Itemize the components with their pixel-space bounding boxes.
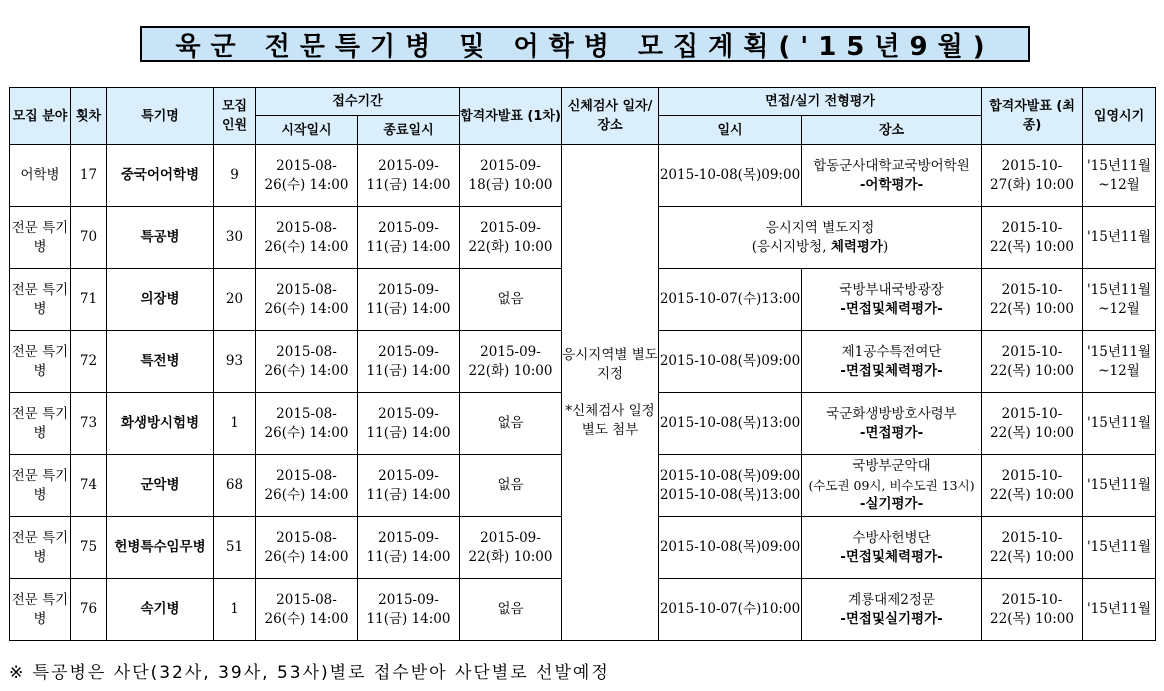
header-count: 모집 인원 — [214, 88, 256, 145]
cell-final: 2015-10-22(목) 10:00 — [982, 207, 1083, 269]
eval-type: -면접및체력평가- — [840, 548, 943, 565]
cell-end: 2015-09-11(금) 14:00 — [358, 393, 460, 455]
table-row — [10, 145, 1156, 207]
cell-final: 2015-10-22(목) 10:00 — [982, 579, 1083, 641]
eval-merged-line1: 응시지역 별도지정 — [765, 219, 875, 236]
cell-specialty: 특공병 — [107, 207, 214, 269]
header-specialty: 특기명 — [107, 88, 214, 145]
physical-exam-text: 응시지역별 별도지정 — [562, 346, 658, 382]
eval-place: 계룡대제2정문 — [848, 591, 935, 608]
cell-specialty: 속기병 — [107, 579, 214, 641]
cell-start: 2015-08-26(수) 14:00 — [256, 207, 358, 269]
cell-eval-date: 2015-10-08(목)09:00 — [659, 331, 802, 393]
cell-count: 68 — [214, 455, 256, 517]
cell-start: 2015-08-26(수) 14:00 — [256, 455, 358, 517]
cell-specialty: 의장병 — [107, 269, 214, 331]
eval-place-detail: (수도권 09시, 비수도권 13시) — [808, 478, 975, 493]
cell-eval-date: 2015-10-08(목)13:00 — [659, 393, 802, 455]
header-start: 시작일시 — [256, 116, 358, 145]
eval-date-1: 2015-10-08(목)09:00 — [659, 467, 801, 484]
cell-final: 2015-10-22(목) 10:00 — [982, 393, 1083, 455]
cell-field: 전문 특기병 — [10, 517, 71, 579]
cell-round: 74 — [71, 455, 107, 517]
cell-field: 전문 특기병 — [10, 331, 71, 393]
header-physical: 신체검사 일자/장소 — [562, 88, 659, 145]
eval-type: -면접및실기평가- — [840, 610, 943, 627]
eval-place: 제1공수특전여단 — [841, 343, 942, 360]
cell-start: 2015-08-26(수) 14:00 — [256, 393, 358, 455]
cell-eval-date — [659, 455, 802, 517]
cell-enlist: '15년11월 — [1083, 455, 1156, 517]
eval-merged-line2 — [659, 238, 981, 257]
header-result-final: 합격자발표 (최종) — [982, 88, 1083, 145]
cell-eval-place — [802, 393, 982, 455]
header-round: 횟차 — [71, 88, 107, 145]
cell-field: 전문 특기병 — [10, 207, 71, 269]
cell-enlist: '15년11월 — [1083, 207, 1156, 269]
cell-field: 전문 특기병 — [10, 269, 71, 331]
eval-merged-prefix: (응시지방청, — [751, 238, 831, 255]
eval-place: 국방부군악대 — [852, 458, 931, 474]
cell-result1: 없음 — [460, 393, 562, 455]
cell-final: 2015-10-27(화) 10:00 — [982, 145, 1083, 207]
cell-end: 2015-09-11(금) 14:00 — [358, 207, 460, 269]
cell-final: 2015-10-22(목) 10:00 — [982, 455, 1083, 517]
header-reception: 접수기간 — [256, 88, 460, 116]
eval-date-2: 2015-10-08(목)13:00 — [659, 486, 801, 503]
cell-specialty: 특전병 — [107, 331, 214, 393]
cell-enlist: '15년11월 — [1083, 579, 1156, 641]
cell-start: 2015-08-26(수) 14:00 — [256, 579, 358, 641]
cell-eval-place — [802, 331, 982, 393]
header-result1: 합격자발표 (1차) — [460, 88, 562, 145]
cell-round: 71 — [71, 269, 107, 331]
cell-start: 2015-08-26(수) 14:00 — [256, 269, 358, 331]
cell-field: 전문 특기병 — [10, 393, 71, 455]
cell-enlist: '15년11월 ~12월 — [1083, 269, 1156, 331]
eval-type: -면접및체력평가- — [840, 362, 943, 379]
header-interview: 면접/실기 전형평가 — [659, 88, 982, 116]
physical-exam-note: *신체검사 일정 별도 첨부 — [565, 402, 655, 438]
footnote: ※ 특공병은 사단(32사, 39사, 53사)별로 접수받아 사단별로 선발예정 — [9, 663, 610, 683]
cell-eval-place — [802, 269, 982, 331]
cell-specialty: 화생방시험병 — [107, 393, 214, 455]
cell-specialty: 군악병 — [107, 455, 214, 517]
cell-round: 72 — [71, 331, 107, 393]
cell-final: 2015-10-22(목) 10:00 — [982, 269, 1083, 331]
recruitment-table — [9, 87, 1156, 641]
cell-end: 2015-09-11(금) 14:00 — [358, 331, 460, 393]
eval-type: -면접및체력평가- — [840, 300, 943, 317]
cell-eval-place — [802, 455, 982, 517]
cell-eval-merged — [659, 207, 982, 269]
cell-result1: 2015-09-22(화) 10:00 — [460, 517, 562, 579]
cell-result1: 2015-09-22(화) 10:00 — [460, 331, 562, 393]
cell-end: 2015-09-11(금) 14:00 — [358, 455, 460, 517]
cell-count: 51 — [214, 517, 256, 579]
cell-final: 2015-10-22(목) 10:00 — [982, 517, 1083, 579]
cell-round: 75 — [71, 517, 107, 579]
cell-eval-place — [802, 517, 982, 579]
header-datetime: 일시 — [659, 116, 802, 145]
cell-eval-date: 2015-10-08(목)09:00 — [659, 517, 802, 579]
cell-count: 9 — [214, 145, 256, 207]
cell-eval-place — [802, 579, 982, 641]
header-end: 종료일시 — [358, 116, 460, 145]
cell-eval-date: 2015-10-07(수)13:00 — [659, 269, 802, 331]
cell-count: 30 — [214, 207, 256, 269]
cell-result1: 없음 — [460, 269, 562, 331]
cell-end: 2015-09-11(금) 14:00 — [358, 269, 460, 331]
cell-count: 1 — [214, 393, 256, 455]
cell-field: 전문 특기병 — [10, 579, 71, 641]
cell-count: 20 — [214, 269, 256, 331]
cell-end: 2015-09-11(금) 14:00 — [358, 579, 460, 641]
eval-place: 합동군사대학교국방어학원 — [813, 157, 970, 174]
cell-enlist: '15년11월 ~12월 — [1083, 145, 1156, 207]
cell-eval-place — [802, 145, 982, 207]
eval-merged-bold: 체력평가 — [830, 238, 883, 255]
header-field: 모집 분야 — [10, 88, 71, 145]
cell-enlist: '15년11월 ~12월 — [1083, 331, 1156, 393]
cell-count: 93 — [214, 331, 256, 393]
cell-specialty: 헌병특수임무병 — [107, 517, 214, 579]
cell-end: 2015-09-11(금) 14:00 — [358, 517, 460, 579]
cell-field: 어학병 — [10, 145, 71, 207]
eval-place: 수방사헌병단 — [852, 529, 931, 546]
eval-place: 국군화생방방호사령부 — [826, 405, 957, 422]
cell-physical-exam — [562, 145, 659, 641]
cell-round: 76 — [71, 579, 107, 641]
cell-round: 70 — [71, 207, 107, 269]
eval-place: 국방부내국방광장 — [839, 281, 944, 298]
cell-start: 2015-08-26(수) 14:00 — [256, 517, 358, 579]
cell-result1: 2015-09-22(화) 10:00 — [460, 207, 562, 269]
cell-eval-date: 2015-10-07(수)10:00 — [659, 579, 802, 641]
cell-final: 2015-10-22(목) 10:00 — [982, 331, 1083, 393]
header-place: 장소 — [802, 116, 982, 145]
cell-result1: 없음 — [460, 455, 562, 517]
cell-result1: 없음 — [460, 579, 562, 641]
cell-round: 17 — [71, 145, 107, 207]
eval-type: -면접평가- — [859, 424, 924, 441]
cell-enlist: '15년11월 — [1083, 517, 1156, 579]
cell-round: 73 — [71, 393, 107, 455]
cell-start: 2015-08-26(수) 14:00 — [256, 145, 358, 207]
cell-start: 2015-08-26(수) 14:00 — [256, 331, 358, 393]
cell-eval-date: 2015-10-08(목)09:00 — [659, 145, 802, 207]
cell-end: 2015-09-11(금) 14:00 — [358, 145, 460, 207]
eval-merged-suffix: ) — [882, 238, 889, 255]
eval-type: -실기평가- — [859, 496, 924, 512]
eval-type: -어학평가- — [859, 176, 924, 193]
cell-field: 전문 특기병 — [10, 455, 71, 517]
cell-specialty: 중국어어학병 — [107, 145, 214, 207]
page-title: 육군 전문특기병 및 어학병 모집계획('15년9월) — [140, 26, 1030, 62]
cell-count: 1 — [214, 579, 256, 641]
cell-result1: 2015-09-18(금) 10:00 — [460, 145, 562, 207]
cell-enlist: '15년11월 — [1083, 393, 1156, 455]
header-enlist: 입영시기 — [1083, 88, 1156, 145]
